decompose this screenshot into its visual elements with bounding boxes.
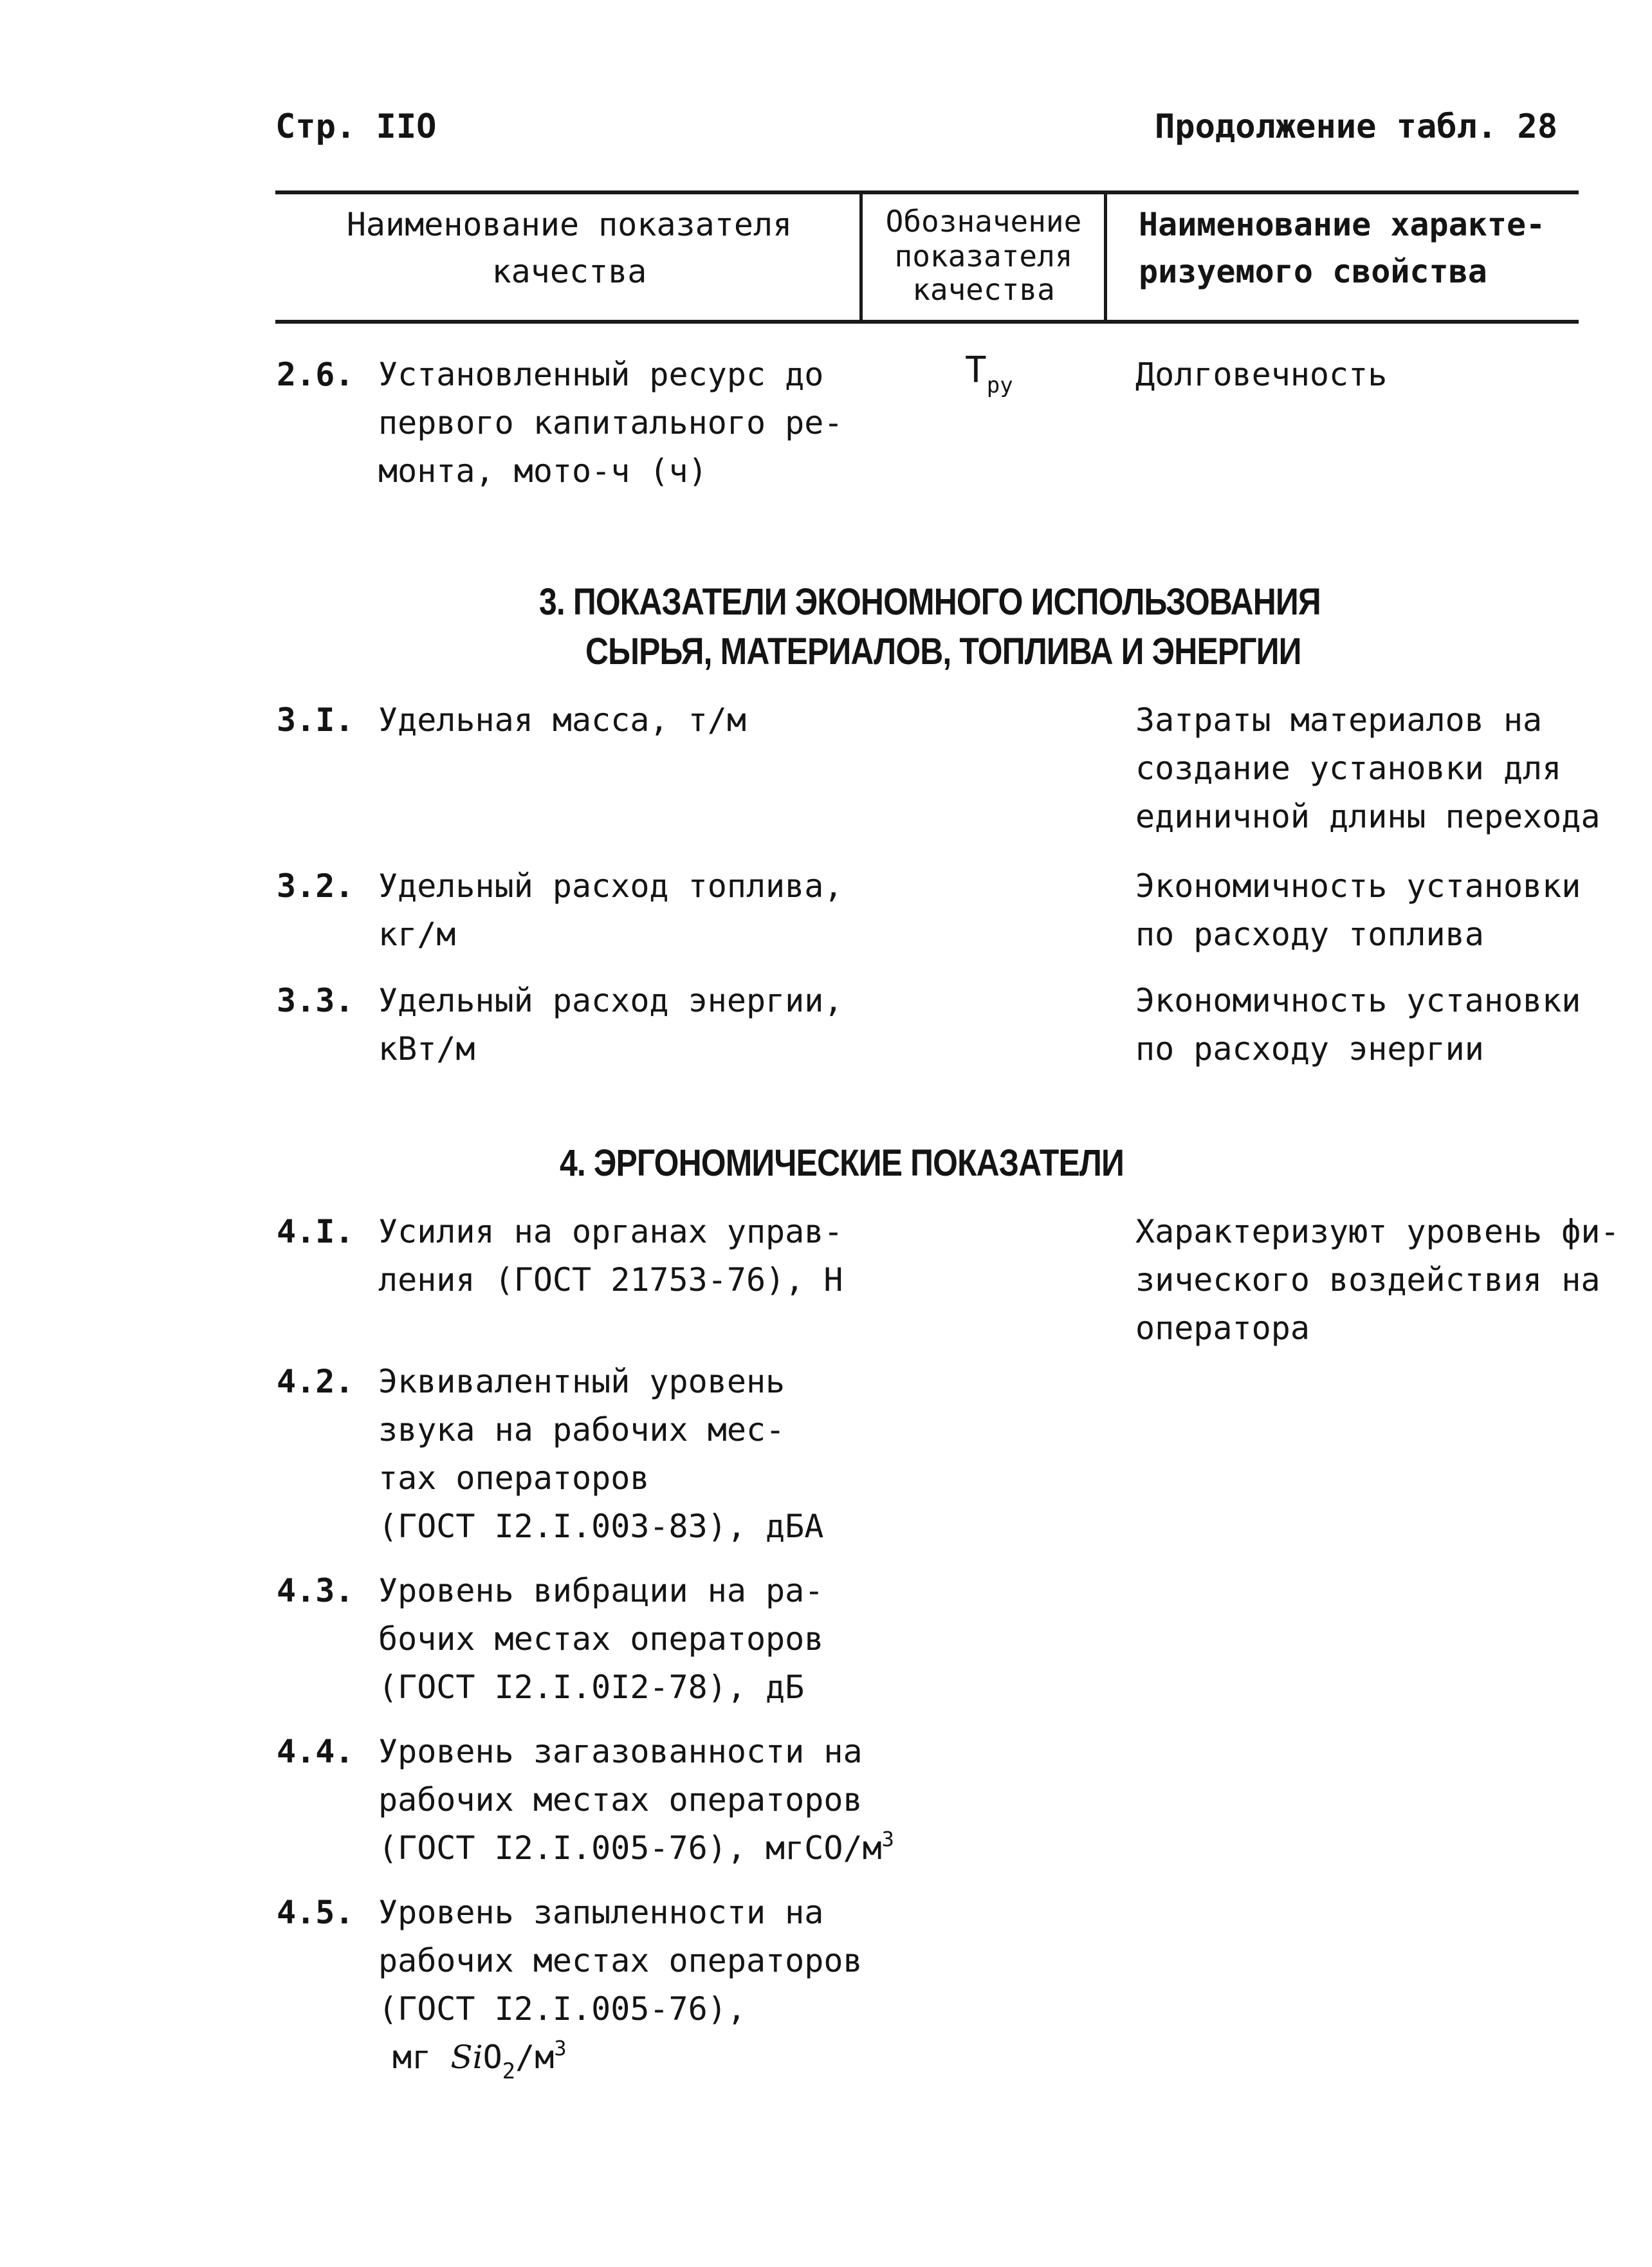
row-name-line: (ГОСТ I2.I.003-83), дБА xyxy=(378,1508,824,1545)
row-name-line: ления (ГОСТ 21753-76), Н xyxy=(378,1261,843,1299)
table-continuation: Продолжение табл. 28 xyxy=(1155,107,1558,146)
column-separator-2 xyxy=(1104,194,1107,320)
row-name-line: Удельная масса, т/м xyxy=(378,701,746,739)
row-property-line: единичной длины перехода xyxy=(1135,798,1601,835)
row-property-line: оператора xyxy=(1135,1309,1310,1347)
table-header-bottom-rule xyxy=(275,320,1579,324)
row-name-line: (ГОСТ I2.I.0I2-78), дБ xyxy=(378,1669,805,1706)
row-number: 3.2. xyxy=(277,867,354,905)
row-property-line: по расходу топлива xyxy=(1135,916,1484,953)
head-col2-line2: показателя xyxy=(894,239,1073,273)
head-col1-line2: качества xyxy=(491,253,647,290)
page-number: Стр. IIO xyxy=(275,107,437,146)
section-heading: 3. ПОКАЗАТЕЛИ ЭКОНОМНОГО ИСПОЛЬЗОВАНИЯ xyxy=(539,581,1321,623)
row-property-line: Характеризуют уровень фи- xyxy=(1135,1213,1620,1250)
row-name-line: рабочих местах операторов xyxy=(378,1942,863,1979)
row-name-line: Удельный расход энергии, xyxy=(378,982,843,1019)
row-name-line: Эквивалентный уровень xyxy=(378,1363,785,1400)
row-number: 2.6. xyxy=(277,356,354,393)
row-name-line: тах операторов xyxy=(378,1459,650,1497)
row-name-line: кВт/м xyxy=(378,1030,475,1068)
row-name-line: кг/м xyxy=(378,916,456,953)
row-property-line: по расходу энергии xyxy=(1135,1030,1484,1068)
row-name-line: (ГОСТ I2.I.005-76), мгСО/$м^3$ xyxy=(378,1827,894,1867)
head-col2-line1: Обозначение xyxy=(885,204,1082,239)
column-separator-1 xyxy=(859,194,863,320)
row-name-line: Уровень запыленности на xyxy=(378,1894,824,1931)
head-col2-line3: качества xyxy=(912,272,1055,307)
row-property-line: Экономичность установки xyxy=(1135,867,1581,905)
row-name-line: Усилия на органах управ- xyxy=(378,1213,843,1250)
row-symbol: $T_{ру}$ xyxy=(965,349,1013,398)
row-property-line: зического воздействия на xyxy=(1135,1261,1601,1299)
row-property-line: Затраты материалов на xyxy=(1135,701,1543,739)
row-property-line: Экономичность установки xyxy=(1135,982,1581,1019)
row-name-line-unit: мг $SiO_2/м^3$ xyxy=(392,2036,567,2084)
row-property-line: Долговечность xyxy=(1135,356,1388,393)
handwritten-annotation: Si xyxy=(450,2039,483,2076)
row-name-line: Установленный ресурс до xyxy=(378,356,824,393)
head-col3-line1: Наименование характе- xyxy=(1139,206,1546,243)
row-number: 3.I. xyxy=(277,701,354,739)
head-col1-line1: Наименование показателя xyxy=(346,206,793,243)
table-top-rule xyxy=(275,190,1579,194)
row-name-line: Уровень загазованности на xyxy=(378,1733,863,1770)
row-number: 3.3. xyxy=(277,982,354,1019)
row-name-line: монта, мото-ч (ч) xyxy=(378,452,708,490)
row-name-line: первого капитального ре- xyxy=(378,404,843,441)
row-number: 4.5. xyxy=(277,1894,354,1931)
row-name-line: Удельный расход топлива, xyxy=(378,867,843,905)
section-heading: 4. ЭРГОНОМИЧЕСКИЕ ПОКАЗАТЕЛИ xyxy=(560,1142,1124,1184)
row-number: 4.2. xyxy=(277,1363,354,1400)
row-number: 4.4. xyxy=(277,1733,354,1770)
row-name-line: рабочих местах операторов xyxy=(378,1781,863,1818)
row-name-line: бочих местах операторов xyxy=(378,1620,824,1658)
row-name-line: звука на рабочих мес- xyxy=(378,1411,785,1448)
row-name-line: (ГОСТ I2.I.005-76), xyxy=(378,1990,746,2028)
row-number: 4.I. xyxy=(277,1213,354,1250)
section-heading: СЫРЬЯ, МАТЕРИАЛОВ, ТОПЛИВА И ЭНЕРГИИ xyxy=(585,631,1301,672)
head-col3-line2: ризуемого свойства xyxy=(1139,253,1487,290)
row-number: 4.3. xyxy=(277,1572,354,1609)
row-property-line: создание установки для xyxy=(1135,750,1562,787)
row-name-line: Уровень вибрации на ра- xyxy=(378,1572,824,1609)
